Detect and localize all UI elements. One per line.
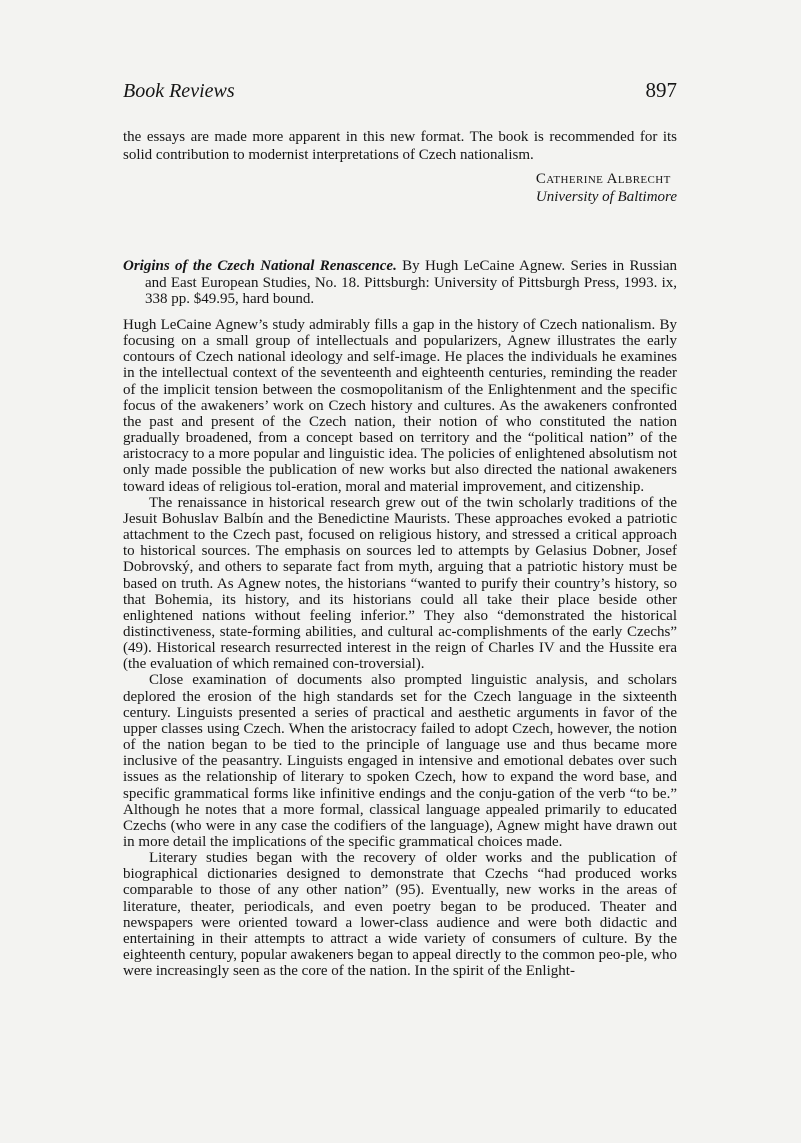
previous-review-closing: the essays are made more apparent in this new format. The book is recommended for its solid contribution to modernist interpretations of Czech nationalism. <box>123 129 677 163</box>
review-paragraph: The renaissance in historical research grew out of the twin scholarly traditions of the Jesuit Bohuslav Balbín and the Benedictine Maurists. These approaches evoked a patriotic attachment to the Czech past, focused on religious history, and stressed a critical approach to historical sources. The emphasis on sources led to attempts by Gelasius Dobner, Josef Dobrovský, and others to separate fact from myth, arguing that a patriotic history must be based on truth. As Agnew notes, the historians “wanted to purify their country’s history, so that Bohemia, its history, and its historians could all take their place beside other enlightened nations without feeling inferior.” They also “demonstrated the historical distinctiveness, state-forming abilities, and cultural ac-complishments of the early Czechs” (49). Historical research resurrected interest in the reign of Charles IV and the Hussite era (the evaluation of which remained con-troversial). <box>123 494 677 673</box>
reviewer-signature <box>536 170 677 206</box>
page-number: 897 <box>645 78 677 102</box>
book-title: Origins of the Czech National Renascence. <box>123 258 397 274</box>
book-citation <box>123 258 677 308</box>
running-head <box>123 80 677 106</box>
citation-details: By Hugh LeCaine Agnew. Series in Russian and East European Studies, No. 18. Pittsburgh: University of Pittsburgh Press, 1993. ix, 338 pp. $49.95, hard bound. <box>145 258 677 307</box>
review-paragraph: Hugh LeCaine Agnew’s study admirably fills a gap in the history of Czech nationalism. By focusing on a small group of intellectuals and popularizers, Agnew illustrates the early contours of Czech national ideology and self-image. He places the individuals he examines in the intellectual context of the seventeenth and eighteenth centuries, reminding the reader of the implicit tension between the cosmopolitanism of the Enlightenment and the specific focus of the awakeners’ work on Czech history and cultures. As the awakeners confronted the past and present of the Czech nation, their notion of who constituted the nation gradually broadened, from a concept based on territory and the “political nation” of the aristocracy to a more popular and linguistic idea. The policies of enlightened absolutism not only made possible the publication of new works but also directed the national awakeners toward ideas of religious tol-eration, moral and material improvement, and citizenship. <box>123 317 677 495</box>
reviewer-name: Catherine Albrecht <box>535 171 671 187</box>
journal-section-title: Book Reviews <box>123 80 235 102</box>
review-paragraph: Close examination of documents also prompted linguistic analysis, and scholars deplored the erosion of the high standards set for the Czech language in the sixteenth century. Linguists presented a series of practical and aesthetic arguments in favor of the upper classes using Czech. When the aristocracy failed to adopt Czech, however, the notion of the nation began to be tied to the principle of language use and thus became more inclusive of the peasantry. Linguists engaged in intensive and emotional debates over such issues as the relationship of literary to spoken Czech, how to expand the word base, and specific grammatical forms like infinitive endings and the conju-gation of the verb “to be.” Although he notes that a more formal, classical language appealed primarily to educated Czechs (who were in any case the codifiers of the language), Agnew might have drawn out in more detail the implications of the specific grammatical choices made. <box>123 672 677 850</box>
reviewer-institution: University of Baltimore <box>535 189 677 205</box>
review-body <box>123 317 677 979</box>
review-paragraph: Literary studies began with the recovery of older works and the publication of biographical dictionaries designed to demonstrate that Czechs “had produced works comparable to those of any other nation” (95). Eventually, new works in the areas of literature, theater, periodicals, and even poetry began to be produced. Theater and newspapers were oriented toward a lower-class audience and were both didactic and entertaining in their attempts to attract a wide variety of consumers of culture. By the eighteenth century, popular awakeners began to appeal directly to the common peo-ple, who were increasingly seen as the core of the nation. In the spirit of the Enlight- <box>123 850 677 980</box>
